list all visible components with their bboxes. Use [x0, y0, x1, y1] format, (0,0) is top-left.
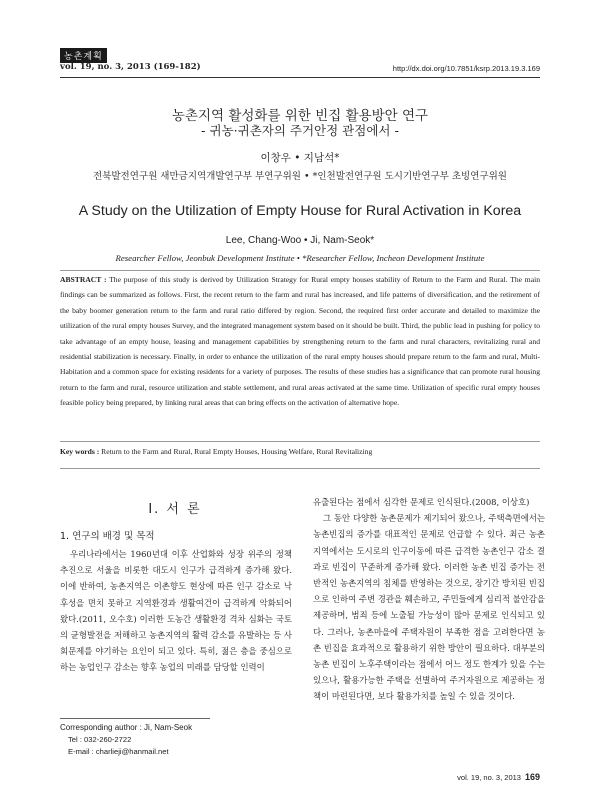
keywords: [60, 447, 540, 456]
abstract-label: ABSTRACT :: [60, 275, 107, 284]
abstract-bottom-rule: [60, 441, 540, 442]
author-tel: Tel : 032-260-2722: [68, 735, 132, 744]
body-paragraph: 그 동안 다양한 농촌문제가 제기되어 왔으나, 주택측면에서는 농촌빈집의 증가를 대표적인 문제로 언급할 수 있다. 최근 농촌지역에서는 도시로의 인구이동에 따른 급격한 농촌인구 감소 결과로 빈집이 꾸준하게 증가해 왔다. 이러한 농촌 빈집 증가는 전반적인 농촌지역의 침체를 반영하는 것으로, 장기간 방치된 빈집으로 인하여 주변 경관을 훼손하고, 주민들에게 심리적 불안감을 제공하며, 범죄 등에 노출될 가능성이 많아 문제로 인식되고 있다. 그러나, 농촌마을에 주택자원이 부족한 점을 고려한다면 농촌 빈집을 효과적으로 활용하기 위한 방안이 필요하다. 대부분의 농촌 빈집이 노후주택이라는 점에서 어느 정도 한계가 있을 수는 있으나, 활용가능한 주택을 선별하여 주거자원으로 제공하는 정책이 마련된다면, 보다 활용가치를 높일 수 있을 것이다.: [313, 513, 545, 702]
subsection-heading: 1. 연구의 배경 및 목적: [60, 531, 155, 542]
korean-subtitle: - 귀농·귀촌자의 주거안정 관점에서 -: [201, 123, 399, 138]
journal-logo: 농촌계획: [60, 48, 107, 63]
journal-issue-meta: vol. 19, no. 3, 2013 (169-182): [60, 62, 201, 72]
doi-link[interactable]: http://dx.doi.org/10.7851/ksrp.2013.19.3.169: [392, 64, 540, 73]
section-heading: I. 서 론: [148, 502, 202, 517]
korean-affiliation: 전북발전연구원 새만금지역개발연구부 부연구위원 • *인천발전연구원 도시기반연구부 초빙연구위원: [93, 171, 507, 182]
body-paragraph: 우리나라에서는 1960년대 이후 산업화와 성장 위주의 정책 추진으로 서울을 비롯한 대도시 인구가 급격하게 증가해 왔다. 이에 반하여, 농촌지역은 이촌향도 현상에 따른 인구 감소로 낙후성을 면치 못하고 지역환경과 생활여건이 급격하게 악화되어 왔다.(2011, 오수호) 이러한 도농간 생활환경 격차 심화는 국토의 균형발전을 저해하고 농촌지역의 활력 감소를 유발하는 등 사회문제를 야기하는 요인이 되고 있다. 특히, 젊은 층을 중심으로 하는 농업인구 감소는 향후 농업의 미래를 담당할 인력이: [60, 549, 292, 673]
keywords-bottom-rule: [60, 468, 540, 469]
english-title: A Study on the Utilization of Empty House for Rural Activation in Korea: [78, 203, 522, 219]
left-column: [60, 546, 292, 676]
korean-title: 농촌지역 활성화를 위한 빈집 활용방안 연구: [171, 108, 429, 124]
footer-meta: vol. 19, no. 3, 2013: [457, 773, 521, 782]
page-footer: [457, 772, 540, 782]
footnote: [60, 722, 192, 758]
korean-authors: 이창우 • 지남석*: [260, 152, 340, 164]
header-rule: [60, 77, 540, 78]
right-column: [313, 494, 545, 705]
keywords-label: Key words :: [60, 447, 100, 456]
english-affiliation: Researcher Fellow, Jeonbuk Development Institute • *Researcher Fellow, Incheon Development Institute: [115, 253, 485, 263]
abstract: [60, 272, 540, 411]
abstract-text: The purpose of this study is derived by Utilization Strategy for Rural empty houses stability of Return to the Farm and Rural. The main findings can be summarized as follows. First, the recent return to the farm and rural has increased, and life patterns of diversification, and the retirement of the baby boomer generation return to the farm and rural ratio differed by region. Second, the required first order accurate and detailed to maximize the utilization of the rural empty houses Survey, and the integrated management system based on it should be built. Third, the public lead in pushing for policy to take advantage of an empty house, leasing and management capabilities by strengthening return to the farm and rural characters, revitalizing rural and residential stabilization is necessary. Finally, in order to enhance the utilization of the rural empty houses should prepare return to the farm and rural, Multi-Habitation and a common space for existing residents for a variety of purposes. The results of these studies has a significance that can promote rural housing return to the farm and rural, resource utilization and stable settlement, and rural areas activated at the same time. Utilization of specific rural empty houses feasible policy being prepared, by linking rural areas that can bring effects on the activation of alternative hope.: [60, 275, 540, 408]
keywords-text: Return to the Farm and Rural, Rural Empty Houses, Housing Welfare, Rural Revitalizing: [101, 447, 373, 456]
english-authors: Lee, Chang-Woo • Ji, Nam-Seok*: [225, 235, 375, 246]
abstract-top-rule: [60, 270, 540, 271]
body-paragraph-continued: 유출된다는 점에서 심각한 문제로 인식된다.(2008, 이상호): [313, 497, 530, 507]
corresponding-author: Corresponding author : Ji, Nam-Seok: [60, 723, 193, 732]
footnote-rule: [60, 718, 210, 719]
page-number: 169: [524, 772, 540, 782]
author-email[interactable]: E-mail : charlieji@hanmail.net: [68, 747, 169, 756]
